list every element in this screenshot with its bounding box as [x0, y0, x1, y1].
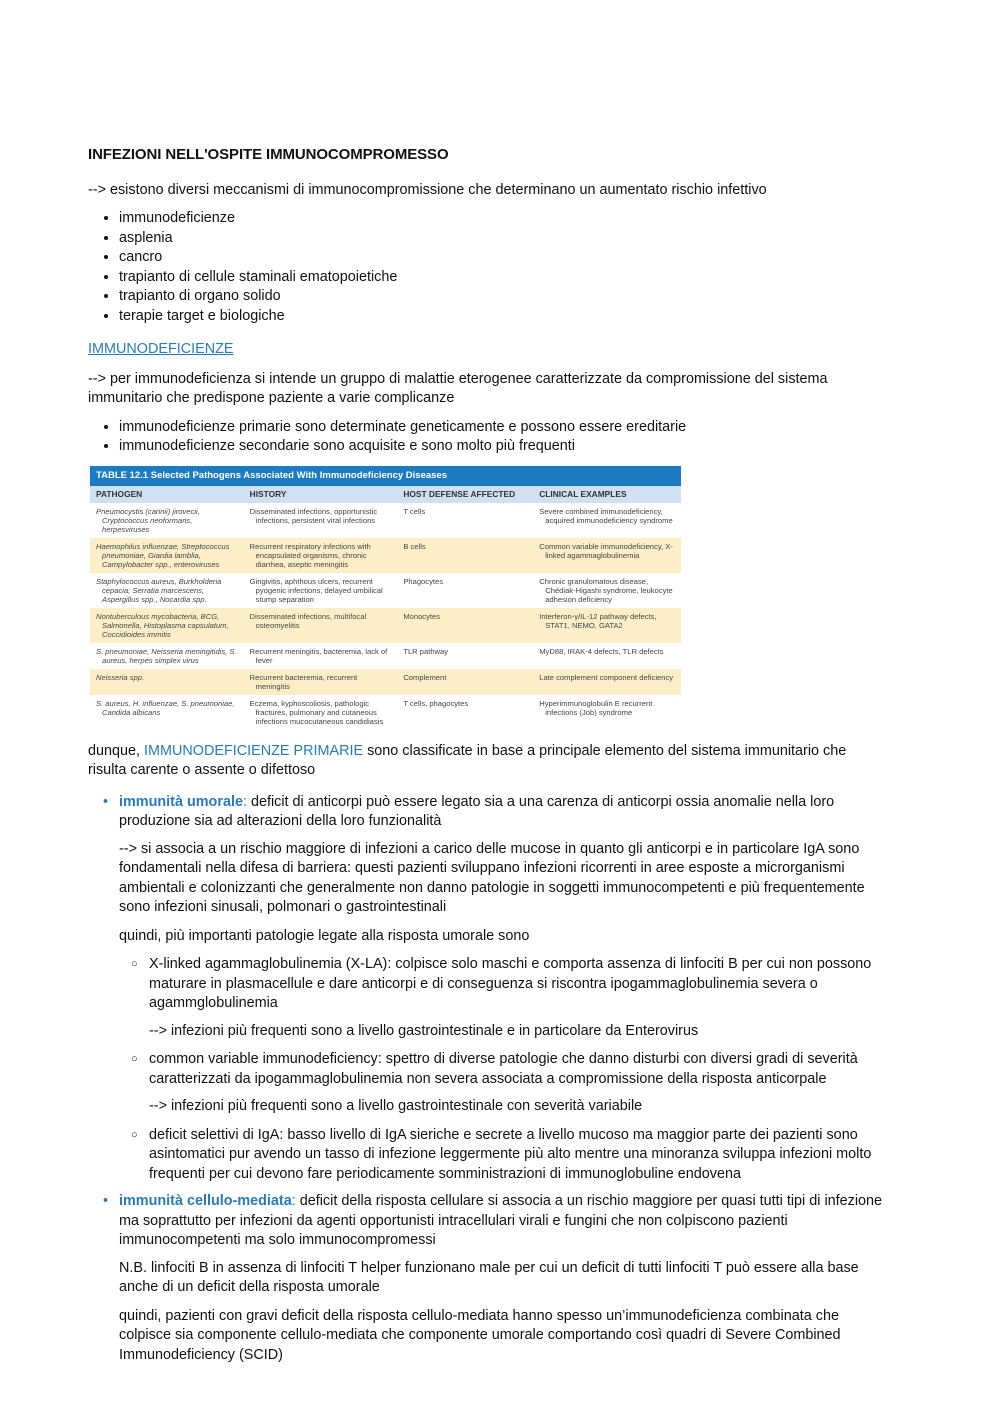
list-item: • immunodeficienze primarie sono determinate geneticamente e possono essere ereditarie	[119, 418, 888, 438]
humoral-text: deficit di anticorpi può essere legato sia a una carenza di anticorpi ossia anomalie nella loro produzione sia ad alterazioni della loro funzionalità	[119, 793, 835, 829]
primary-intro-paragraph	[88, 742, 888, 781]
table-cell: Haemophilus influenzae, Streptococcus pneumoniae, Giardia lamblia, Campylobacter spp., enteroviruses	[96, 541, 230, 569]
table-cell: Recurrent respiratory infections with encapsulated organisms, chronic diarrhea, aseptic meningitis	[249, 541, 371, 569]
list-item	[149, 1126, 888, 1185]
table-header: HOST DEFENSE AFFECTED	[397, 486, 533, 503]
table-cell: B cells	[403, 541, 426, 551]
cellular-paragraph: N.B. linfociti B in assenza di linfociti T helper funzionano male per cui un deficit di tutti linfociti T può essere alla base anche di un deficit della risposta umorale	[119, 1259, 859, 1295]
page-title: INFEZIONI NELL'OSPITE IMMUNOCOMPROMESSO	[88, 146, 449, 163]
text-span: dunque,	[88, 742, 145, 759]
section-link-immunodeficienze[interactable]: IMMUNODEFICIENZE	[88, 341, 234, 357]
disease-note: --> infezioni più frequenti sono a livello gastrointestinale con severità variabile	[149, 1098, 643, 1114]
list-item	[149, 955, 888, 1041]
list-item: • cancro	[119, 248, 888, 268]
humoral-paragraph: quindi, più importanti patologie legate alla risposta umorale sono	[119, 927, 530, 944]
pathogens-table	[90, 466, 681, 730]
disease-text: deficit selettivi di IgA: basso livello di IgA sieriche e secrete a livello mucoso ma maggior parte dei pazienti sono asintomatici pur avendo un tasso di infezione leggermente più alto mentre una minoranza sviluppa infezioni molto frequenti per cui devono fare periodicamente somministrazioni di immunoglobuline endovena	[149, 1126, 872, 1182]
table-cell: S. pneumoniae, Neisseria meningitidis, S. aureus, herpes simplex virus	[96, 646, 237, 665]
disease-text: common variable immunodeficiency: spettro di diverse patologie che danno disturbi con diversi gradi di severità caratterizzati da ipogammaglobulinemia non severa associata a compromissione della risposta anticorpale	[149, 1051, 858, 1087]
list-item: • trapianto di organo solido	[119, 287, 888, 307]
table-cell: Nontuberculous mycobacteria, BCG, Salmonella, Histoplasma capsulatum, Coccidioides immitis	[96, 611, 229, 639]
list-item: • immunodeficienze secondarie sono acquisite e sono molto più frequenti	[119, 437, 888, 457]
table-cell: Late complement component deficiency	[539, 672, 674, 682]
table-row	[90, 695, 681, 730]
table-row	[90, 608, 681, 643]
table-row	[90, 538, 681, 573]
table-cell: S. aureus, H. influenzae, S. pneumoniae, Candida albicans	[96, 698, 235, 717]
table-cell: Eczema, kyphoscoliosis, pathologic fractures, pulmonary and cutaneous infections mucocutaneous candidiasis	[249, 698, 384, 726]
humoral-paragraph: --> si associa a un rischio maggiore di infezioni a carico delle mucose in quanto gli anticorpi e in particolare IgA sono fondamentali nella difesa di barriera: questi pazienti sviluppano infezioni ricorrenti in aree esposte a microrganismi ambientali e colonizzanti che generalmente non danno patologie in soggetti immunocompetenti e più frequentemente sono infezioni sinusali, polmonari o gastrointestinali	[119, 840, 865, 915]
table-cell: Staphylococcus aureus, Burkholderia cepacia, Serratia marcescens, Aspergillus spp., Nocardia spp.	[96, 576, 222, 604]
disease-text: X-linked agammaglobulinemia (X-LA): colpisce solo maschi e comporta assenza di linfociti B per cui non possono maturare in plasmacellule e dare anticorpi e di conseguenza si riscontra ipogammaglobulinemia severa o agammglobulinemia	[149, 956, 872, 1011]
document-page	[88, 145, 888, 1374]
list-item: • trapianto di cellule staminali ematopoietiche	[119, 268, 888, 288]
types-list	[88, 418, 888, 457]
text-span: :	[242, 793, 247, 810]
table-cell: Chronic granulomatous disease, Chédiak-Higashi syndrome, leukocyte adhesion deficiency	[539, 576, 673, 604]
table-header: CLINICAL EXAMPLES	[533, 486, 681, 503]
table-cell: TLR pathway	[403, 646, 449, 656]
table-cell: Phagocytes	[403, 576, 443, 586]
mechanisms-list	[88, 209, 888, 326]
table-cell: Monocytes	[403, 611, 441, 621]
cellular-label: immunità cellulo-mediata	[119, 1193, 292, 1209]
table-caption: TABLE 12.1 Selected Pathogens Associated With Immunodeficiency Diseases	[90, 466, 681, 486]
definition-paragraph: --> per immunodeficienza si intende un gruppo di malattie eterogenee caratterizzate da compromissione del sistema immunitario che predispone paziente a varie complicanze	[88, 370, 828, 406]
table-cell: T cells	[403, 506, 426, 516]
list-item: • terapie target e biologiche	[119, 307, 888, 327]
table-cell: Pneumocystis (carinii) jirovecii, Cryptococcus neoformans, herpesviruses	[96, 506, 200, 534]
table-cell: Severe combined immunodeficiency, acquired immunodeficiency syndrome	[539, 506, 673, 525]
primary-categories-list	[88, 793, 888, 1366]
text-span: :	[291, 1193, 296, 1209]
list-item	[149, 1050, 888, 1117]
table-header: HISTORY	[244, 486, 398, 503]
table-header: PATHOGEN	[90, 486, 244, 503]
table-cell: Hyperimmunoglobulin E recurrent infections (Job) syndrome	[539, 698, 653, 717]
primary-immunodeficiency-term: IMMUNODEFICIENZE PRIMARIE	[144, 742, 364, 759]
category-humoral	[119, 793, 888, 1185]
table-cell: Recurrent meningitis, bacteremia, lack of fever	[249, 646, 388, 665]
table-cell: Disseminated infections, opportunistic infections, persistent viral infections	[249, 506, 378, 525]
table-row	[90, 573, 681, 608]
cellular-paragraph: quindi, pazienti con gravi deficit della risposta cellulo-mediata hanno spesso un’immunodeficienza combinata che colpisce sia componente cellulo-mediata che componente umorale comportando così quadri di Severe Combined Immunodeficiency (SCID)	[119, 1307, 841, 1363]
list-item: • asplenia	[119, 229, 888, 249]
table-row	[90, 669, 681, 695]
list-item: • immunodeficienze	[119, 209, 888, 229]
disease-note: --> infezioni più frequenti sono a livello gastrointestinale e in particolare da Enterovirus	[149, 1022, 699, 1039]
table-row	[90, 503, 681, 538]
table-cell: Complement	[403, 672, 447, 682]
text-span: sono classificate in base a principale elemento del sistema immunitario che risulta carente o assente o difettoso	[88, 742, 847, 778]
intro-paragraph: --> esistono diversi meccanismi di immunocompromissione che determinano un aumentato rischio infettivo	[88, 181, 767, 198]
table-cell: Recurrent bacteremia, recurrent meningitis	[249, 672, 358, 691]
table-row	[90, 643, 681, 669]
table-cell: Common variable immunodeficiency, X-linked agammaglobulinemia	[539, 541, 673, 560]
table-cell: T cells, phagocytes	[403, 698, 469, 708]
cellular-text: deficit della risposta cellulare si associa a un rischio maggiore per quasi tutti tipi di infezione ma soprattutto per infezioni da agenti opportunisti intracellulari virali e fungini che non colpiscono pazienti immunocompetenti ma solo immunocompromessi	[119, 1193, 883, 1248]
table-cell: MyD88, IRAK-4 defects, TLR defects	[539, 646, 664, 656]
humoral-label: immunità umorale	[119, 793, 243, 810]
table-cell: Gingivitis, aphthous ulcers, recurrent pyogenic infections, delayed umbilical stump separation	[249, 576, 383, 604]
humoral-diseases-list	[119, 955, 888, 1184]
table-cell: Neisseria spp.	[96, 672, 145, 682]
table-cell: Interferon-γ/IL-12 pathway defects, STAT1, NEMO, GATA2	[539, 611, 657, 630]
category-cellular	[119, 1192, 888, 1365]
table-cell: Disseminated infections, multifocal osteomyelitis	[249, 611, 367, 630]
